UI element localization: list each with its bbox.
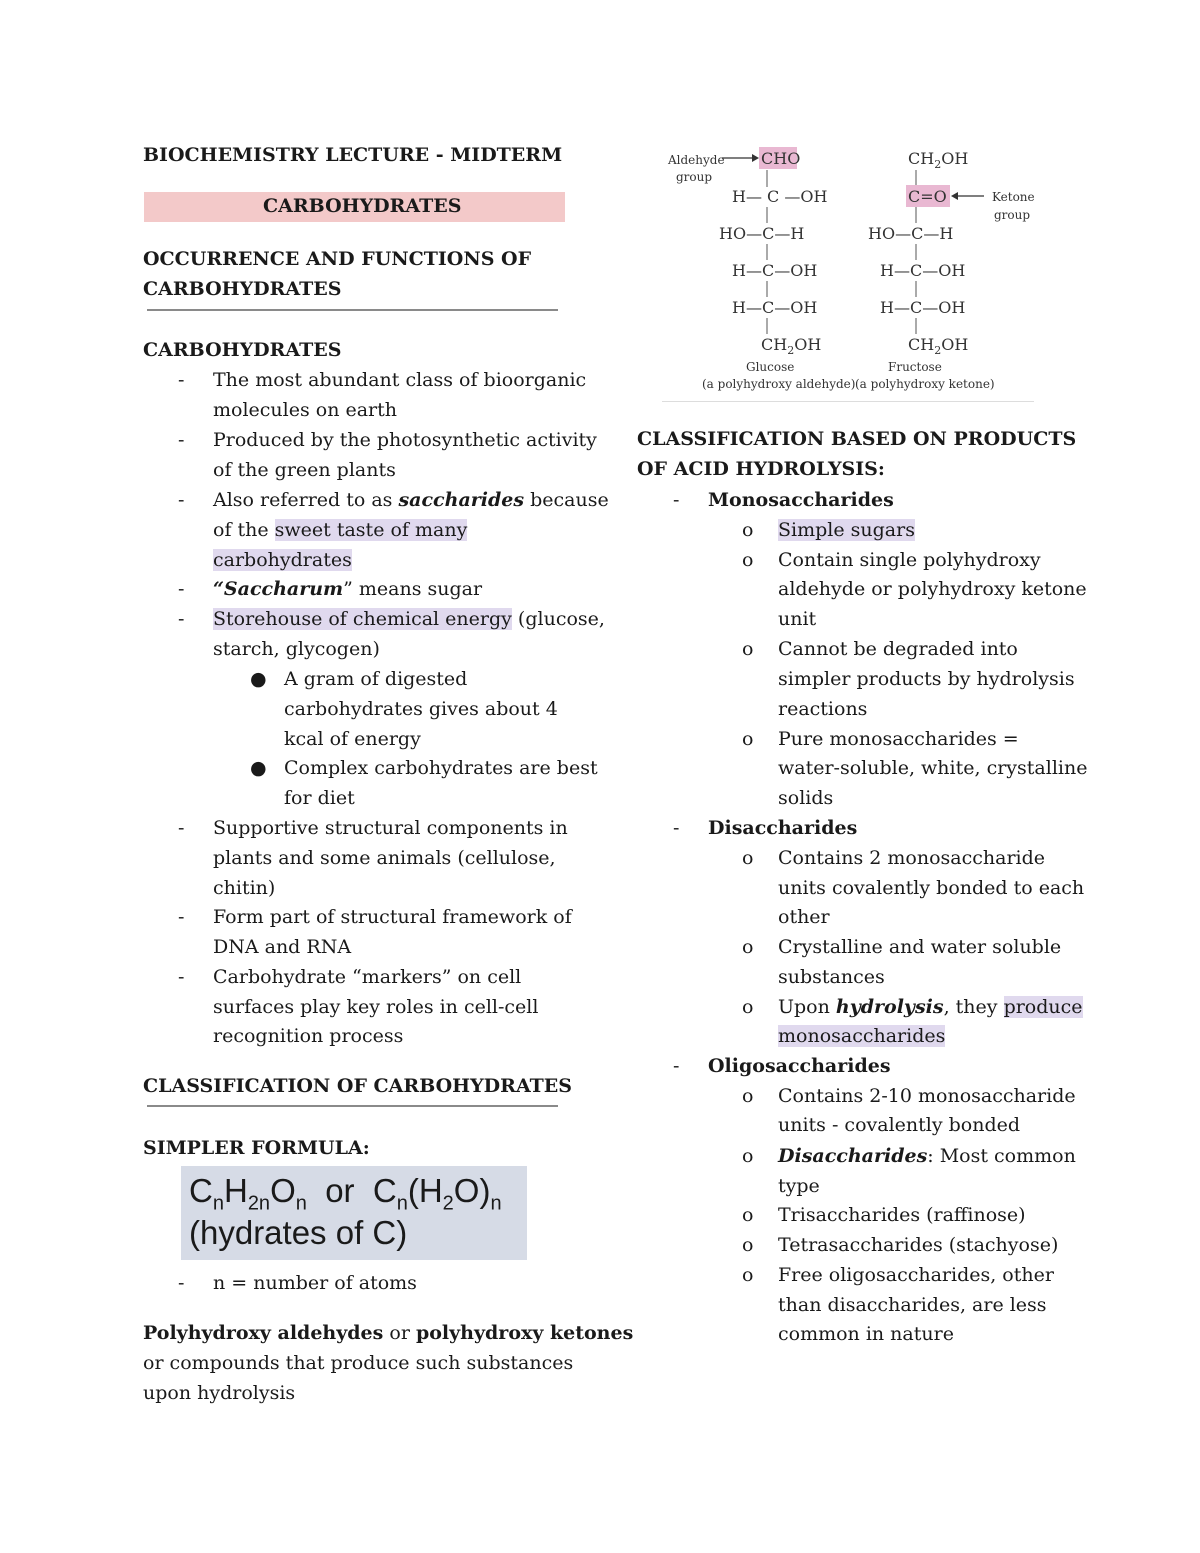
formula-note: (hydrates of C) — [189, 1214, 408, 1251]
circle-bullet: o — [742, 1145, 754, 1167]
di-crystalline-1: Crystalline and water soluble — [778, 936, 1062, 958]
glucose-c2: H— C —OH — [732, 187, 828, 206]
di-contains-3: other — [778, 906, 830, 928]
glucose-c4: H—C—OH — [732, 261, 818, 280]
hydrolysis-heading-1: CLASSIFICATION BASED ON PRODUCTS — [637, 428, 1077, 450]
circle-bullet: o — [742, 549, 754, 571]
bullet-structural-1: Supportive structural components in — [213, 817, 568, 839]
circle-bullet: o — [742, 1234, 754, 1256]
fructose-c1: $CH_2OH$ — [908, 149, 969, 171]
formula-image — [181, 1166, 527, 1260]
mono-degrade-3: reactions — [778, 698, 868, 720]
fructose-c2: C=O — [908, 187, 947, 206]
mono-pure-1: Pure monosaccharides = — [778, 728, 1019, 750]
glucose-c5: H—C—OH — [732, 298, 818, 317]
mono-single-3: unit — [778, 608, 817, 630]
sub-bullet-gram-1: A gram of digested — [284, 668, 468, 690]
sub-bullet-gram-3: kcal of energy — [284, 728, 421, 750]
bullet-photosynthesis-2: of the green plants — [213, 459, 396, 481]
glucose-name: Glucose — [746, 360, 795, 374]
mono-degrade-1: Cannot be degraded into — [778, 638, 1018, 660]
oligo-free-1: Free oligosaccharides, other — [778, 1264, 1054, 1286]
cho-text: CHO — [761, 149, 801, 168]
circle-bullet: o — [742, 519, 754, 541]
oligo-tetra: Tetrasaccharides (stachyose) — [778, 1234, 1059, 1256]
mono-pure-2: water-soluble, white, crystalline — [778, 757, 1088, 779]
fructose-name: Fructose — [888, 360, 942, 374]
bullet-markers-3: recognition process — [213, 1025, 404, 1047]
ketone-label-1: Ketone — [992, 190, 1034, 204]
occurrence-heading-line1: OCCURRENCE AND FUNCTIONS OF — [143, 248, 532, 270]
monosaccharides-label: Monosaccharides — [708, 489, 894, 511]
oligo-di-2: type — [778, 1175, 820, 1197]
heading-rule — [147, 309, 558, 311]
bullet-storehouse-2: starch, glycogen) — [213, 638, 380, 660]
dash-bullet: - — [178, 369, 185, 391]
oligo-di-1: Disaccharides: Most common — [778, 1145, 1076, 1167]
circle-bullet: o — [742, 1264, 754, 1286]
bullet-saccharides-1: Also referred to as saccharides because — [213, 489, 609, 511]
oligo-free-2: than disaccharides, are less — [778, 1294, 1047, 1316]
circle-bullet: o — [742, 847, 754, 869]
fructose-c4: H—C—OH — [880, 261, 966, 280]
bullet-structural-2: plants and some animals (cellulose, — [213, 847, 556, 869]
dash-bullet: - — [178, 608, 185, 630]
oligo-contains-2: units - covalently bonded — [778, 1114, 1021, 1136]
poly-line-1: Polyhydroxy aldehydes or polyhydroxy ketones — [143, 1322, 634, 1344]
glucose-c3: HO—C—H — [719, 224, 805, 243]
circle-bullet: o — [742, 638, 754, 660]
oligo-tri: Trisaccharides (raffinose) — [778, 1204, 1026, 1226]
disaccharides-label: Disaccharides — [708, 817, 858, 839]
dash-bullet: - — [673, 817, 680, 839]
occurrence-heading-line2: CARBOHYDRATES — [143, 278, 342, 300]
formula-line: $C_nH_{2n}O_n$ or $C_n(H_2O)_n$ — [189, 1172, 502, 1215]
n-note: n = number of atoms — [213, 1272, 417, 1294]
bullet-abundant-1: The most abundant class of bioorganic — [213, 369, 587, 391]
mono-pure-3: solids — [778, 787, 834, 809]
oligo-free-3: common in nature — [778, 1323, 954, 1345]
fructose-c6: $CH_2OH$ — [908, 335, 969, 357]
bullet-dna-1: Form part of structural framework of — [213, 906, 572, 928]
poly-line-2: or compounds that produce such substances — [143, 1352, 574, 1374]
circle-bullet: o — [742, 936, 754, 958]
bullet-markers-1: Carbohydrate “markers” on cell — [213, 966, 522, 988]
dash-bullet: - — [178, 817, 185, 839]
circle-bullet: o — [742, 1085, 754, 1107]
ketone-label-2: group — [994, 208, 1031, 222]
dash-bullet: - — [178, 429, 185, 451]
di-hydrolysis-2: monosaccharides — [778, 1025, 946, 1047]
section-banner-label: CARBOHYDRATES — [263, 195, 462, 217]
sub-bullet-complex-1: Complex carbohydrates are best — [284, 757, 598, 779]
hydrolysis-heading-2: OF ACID HYDROLYSIS: — [637, 458, 885, 480]
mono-single-1: Contain single polyhydroxy — [778, 549, 1041, 571]
dash-bullet: - — [673, 1055, 680, 1077]
heading-rule — [147, 1105, 558, 1107]
di-contains-1: Contains 2 monosaccharide — [778, 847, 1046, 869]
fructose-c5: H—C—OH — [880, 298, 966, 317]
arrow-head — [951, 192, 958, 200]
circle-bullet: o — [742, 1204, 754, 1226]
mono-simple-sugars: Simple sugars — [778, 519, 915, 541]
bullet-abundant-2: molecules on earth — [213, 399, 398, 421]
carbohydrates-subheading: CARBOHYDRATES — [143, 339, 342, 361]
glucose-desc: (a polyhydroxy aldehyde) — [702, 377, 856, 391]
bullet-storehouse-1: Storehouse of chemical energy (glucose, — [213, 608, 605, 630]
dash-bullet: - — [178, 966, 185, 988]
dot-bullet: ● — [250, 757, 267, 779]
glucose-fructose-figure — [662, 143, 1034, 402]
mono-single-2: aldehyde or polyhydroxy ketone — [778, 578, 1087, 600]
di-contains-2: units covalently bonded to each — [778, 877, 1085, 899]
aldehyde-label-1: Aldehyde — [668, 153, 725, 167]
oligosaccharides-label: Oligosaccharides — [708, 1055, 891, 1077]
simpler-formula-label: SIMPLER FORMULA: — [143, 1137, 370, 1159]
dash-bullet: - — [673, 489, 680, 511]
arrow-head — [752, 154, 759, 162]
circle-bullet: o — [742, 996, 754, 1018]
dot-bullet: ● — [250, 668, 267, 690]
dash-bullet: - — [178, 578, 185, 600]
di-crystalline-2: substances — [778, 966, 885, 988]
structure-diagram — [662, 143, 1034, 401]
bullet-photosynthesis-1: Produced by the photosynthetic activity — [213, 429, 597, 451]
fructose-c3: HO—C—H — [868, 224, 954, 243]
bullet-dna-2: DNA and RNA — [213, 936, 352, 958]
sub-bullet-gram-2: carbohydrates gives about 4 — [284, 698, 558, 720]
bullet-markers-2: surfaces play key roles in cell-cell — [213, 996, 539, 1018]
glucose-c6: $CH_2OH$ — [761, 335, 822, 357]
oligo-contains-1: Contains 2-10 monosaccharide — [778, 1085, 1076, 1107]
poly-line-3: upon hydrolysis — [143, 1382, 296, 1404]
di-hydrolysis-1: Upon hydrolysis, they produce — [778, 996, 1083, 1018]
bullet-saccharum: “Saccharum” means sugar — [213, 578, 483, 600]
sub-bullet-complex-2: for diet — [284, 787, 355, 809]
fructose-desc: (a polyhydroxy ketone) — [855, 377, 995, 391]
bullet-structural-3: chitin) — [213, 877, 276, 899]
bullet-saccharides-2: of the sweet taste of many — [213, 519, 468, 541]
dash-bullet: - — [178, 906, 185, 928]
circle-bullet: o — [742, 728, 754, 750]
document-title: BIOCHEMISTRY LECTURE - MIDTERM — [143, 144, 563, 166]
aldehyde-label-2: group — [676, 170, 713, 184]
dash-bullet: - — [178, 1272, 185, 1294]
bullet-saccharides-3: carbohydrates — [213, 549, 352, 571]
mono-degrade-2: simpler products by hydrolysis — [778, 668, 1075, 690]
classification-heading: CLASSIFICATION OF CARBOHYDRATES — [143, 1075, 572, 1097]
dash-bullet: - — [178, 489, 185, 511]
